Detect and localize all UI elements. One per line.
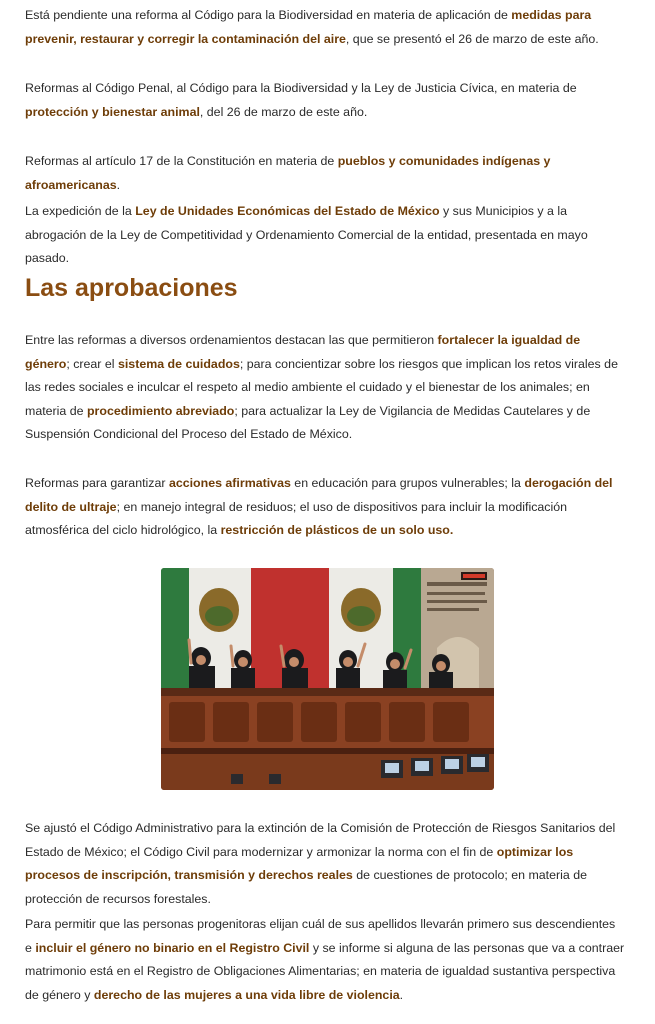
text: en educación para grupos vulnerables; la: [290, 476, 525, 490]
text: ; para actualizar la Ley de Vigilancia de Medidas Cautelares y de Suspensión Condicional del Proceso del Estado de México.: [25, 403, 591, 441]
text: ; en manejo integral de residuos; el uso de dispositivos para incluir la modificación atmosférica del ciclo hidrológico, la: [25, 499, 568, 537]
section-heading: Las aprobaciones: [25, 274, 238, 302]
text: ; para concientizar sobre los riesgos que implican los retos virales de las redes sociales e inculcar el respeto al medio ambiente el cuidado y el bienestar de los animales; en materia de: [25, 356, 618, 418]
link-ultraje-derogation[interactable]: derogación del delito de ultraje: [25, 476, 613, 514]
paragraph-economic-units-law: [25, 200, 621, 271]
text: , que se presentó el 26 de marzo de este año.: [345, 31, 599, 46]
text: La expedición de la: [25, 204, 136, 218]
text: .: [399, 987, 404, 1002]
link-abbreviated-procedure[interactable]: procedimiento abreviado: [86, 403, 235, 418]
text: .: [116, 177, 121, 192]
paragraph-affirmative-actions: [25, 472, 621, 543]
text: de cuestiones de protocolo; en materia de protección de recursos forestales.: [25, 868, 587, 906]
link-economic-units-law[interactable]: Ley de Unidades Económicas del Estado de México: [135, 204, 440, 218]
text: Reformas para garantizar: [25, 476, 169, 490]
paragraph-animal-welfare: [25, 77, 621, 124]
text: Se ajustó el Código Administrativo para la extinción de la Comisión de Protección de Riesgos Sanitarios del Estado de México; el Código Civil para modernizar y armonizar la norma con el fin de: [25, 821, 616, 859]
link-air-pollution-measures[interactable]: medidas para prevenir, restaurar y corregir la contaminación del aire: [25, 8, 592, 46]
link-non-binary-registry[interactable]: incluir el género no binario en el Registro Civil: [35, 940, 310, 955]
legislature-session-photo: [161, 568, 494, 790]
text: Reformas al artículo 17 de la Constitución en materia de: [25, 154, 338, 168]
text: Entre las reformas a diversos ordenamientos destacan las que permitieron: [25, 333, 438, 347]
text: ; crear el: [66, 356, 118, 371]
link-care-system[interactable]: sistema de cuidados: [117, 356, 240, 371]
text: Reformas al Código Penal, al Código para la Biodiversidad y la Ley de Justicia Cívica, en materia de: [25, 81, 577, 95]
link-registration-processes[interactable]: optimizar los procesos de inscripción, transmisión y derechos reales: [25, 844, 574, 882]
paragraph-indigenous-communities: [25, 150, 621, 197]
paragraph-reforms-gender: [25, 329, 621, 447]
text: Está pendiente una reforma al Código para la Biodiversidad en materia de aplicación de: [25, 8, 512, 22]
link-animal-welfare[interactable]: protección y bienestar animal: [25, 104, 200, 119]
text: y sus Municipios y a la abrogación de la Ley de Competitividad y Ordenamiento Comercial de la entidad, presentada en mayo pasado.: [25, 204, 588, 265]
link-gender-equality[interactable]: fortalecer la igualdad de género: [25, 333, 581, 371]
link-indigenous-communities[interactable]: pueblos y comunidades indígenas y afroamericanas: [25, 154, 551, 192]
link-plastics-restriction[interactable]: restricción de plásticos de un solo uso.: [220, 523, 454, 537]
paragraph-air-pollution: [25, 4, 621, 51]
text: , del 26 de marzo de este año.: [199, 104, 368, 119]
link-affirmative-actions[interactable]: acciones afirmativas: [168, 476, 291, 490]
link-women-violence-free-life[interactable]: derecho de las mujeres a una vida libre de violencia: [93, 987, 400, 1002]
text: y se informe si alguna de las personas que va a contraer matrimonio está en el Registro de Obligaciones Alimentarias; en materia de igualdad sustantiva perspectiva de género y: [25, 940, 625, 1002]
paragraph-surnames-civil-registry: [25, 913, 625, 1007]
text: Para permitir que las personas progenitoras elijan cuál de sus apellidos llevarán primero sus descendientes e: [25, 917, 616, 955]
paragraph-administrative-code: [25, 817, 625, 911]
